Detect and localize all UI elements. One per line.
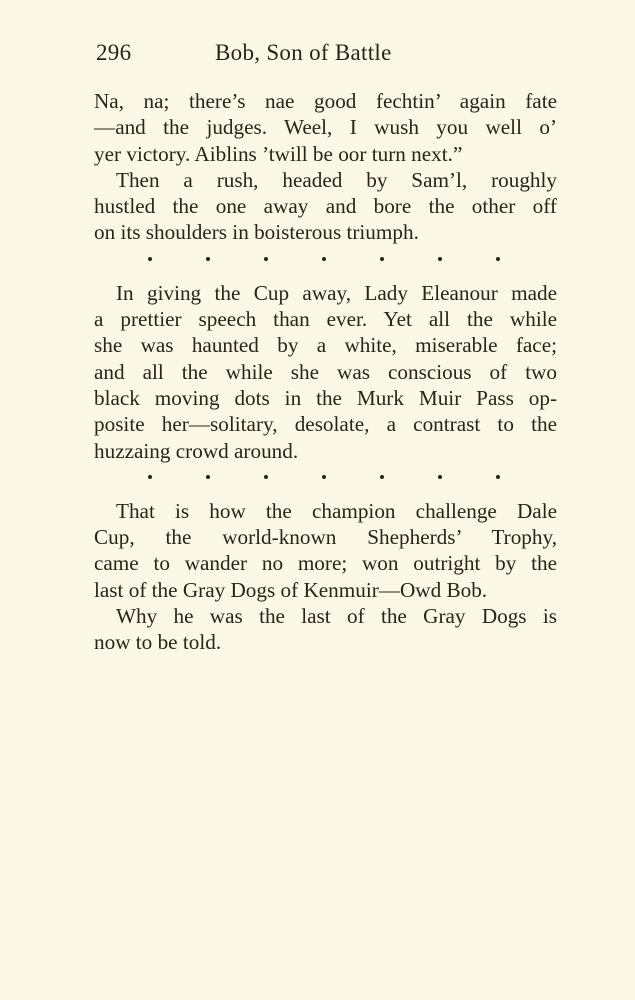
paragraph-dialogue (94, 88, 557, 167)
book-title: Bob, Son of Battle (215, 40, 392, 65)
text-line: black moving dots in the Murk Muir Pass op- (94, 385, 557, 410)
text-line: yer victory. Aiblins ’twill be oor turn next.” (94, 141, 463, 166)
separator-dot (438, 475, 442, 479)
separator-dot (264, 257, 268, 261)
separator-dot (380, 475, 384, 479)
text-line: on its shoulders in boisterous triumph. (94, 220, 419, 245)
separator-dot (322, 257, 326, 261)
text-line: and all the while she was conscious of two (94, 359, 557, 384)
section-separator (148, 246, 500, 272)
paragraph-cup (94, 280, 557, 464)
text-line: posite her—solitary, desolate, a contrast to the (94, 412, 557, 437)
text-line: came to wander no more; won outright by the (94, 551, 557, 576)
text-line: huzzaing crowd around. (94, 438, 299, 463)
text-line: last of the Gray Dogs of Kenmuir—Owd Bob. (94, 577, 488, 602)
text-line: In giving the Cup away, Lady Eleanour made (116, 280, 557, 305)
text-line: hustled the one away and bore the other off (94, 194, 557, 219)
text-line: —and the judges. Weel, I wush you well o’ (94, 115, 557, 140)
text-line: Then a rush, headed by Sam’l, roughly (116, 167, 557, 192)
running-head (96, 40, 556, 74)
separator-dot (380, 257, 384, 261)
text-line: a prettier speech than ever. Yet all the while (94, 307, 557, 332)
separator-dot (148, 475, 152, 479)
text-line: now to be told. (94, 630, 222, 655)
text-line: Na, na; there’s nae good fechtin’ again fate (94, 89, 557, 113)
page-number: 296 (96, 40, 132, 65)
text-line: That is how the champion challenge Dale (116, 498, 557, 523)
paragraph-rush (94, 167, 557, 246)
separator-dot (264, 475, 268, 479)
separator-dot (148, 257, 152, 261)
paragraph-last (94, 603, 557, 656)
separator-dot (496, 475, 500, 479)
text-line: she was haunted by a white, miserable face; (94, 333, 557, 358)
separator-dot (496, 257, 500, 261)
text-line: Cup, the world-known Shepherds’ Trophy, (94, 525, 557, 550)
separator-dot (322, 475, 326, 479)
section-separator (148, 464, 500, 490)
paragraph-champion (94, 498, 557, 603)
separator-dot (206, 475, 210, 479)
separator-dot (438, 257, 442, 261)
separator-dot (206, 257, 210, 261)
text-line: Why he was the last of the Gray Dogs is (116, 604, 557, 629)
body-text (94, 88, 557, 656)
